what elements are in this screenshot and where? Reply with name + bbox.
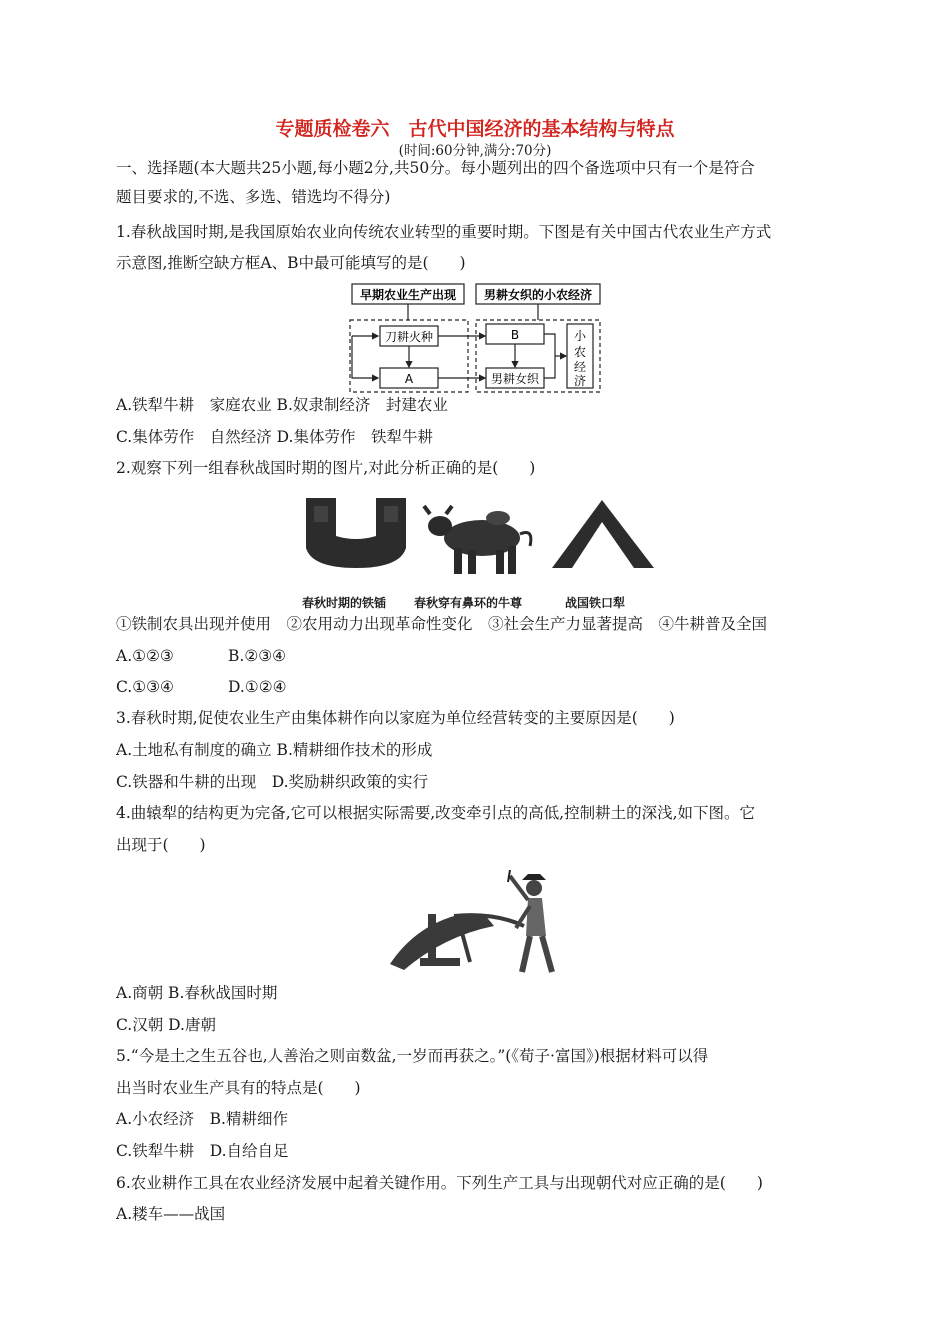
q5-options-line-1: A.小农经济 B.精耕细作 bbox=[116, 1110, 288, 1128]
page-subtitle: (时间:60分钟,满分:70分) bbox=[398, 143, 552, 159]
q4-stem-line-1: 4.曲辕犁的结构更为完备,它可以根据实际需要,改变牵引点的高低,控制耕土的深浅,如下图。它 bbox=[116, 804, 755, 822]
section-heading-2: 题目要求的,不选、多选、错选均不得分) bbox=[116, 188, 391, 206]
q2-statements: ①铁制农具出现并使用 ②农用动力出现革命性变化 ③社会生产力显著提高 ④牛耕普及全国 bbox=[116, 615, 768, 633]
q1-box-a-label: A bbox=[404, 372, 414, 386]
q2-caption-spade: 春秋时期的铁锸 bbox=[302, 596, 387, 610]
q1-stem-line-1: 1.春秋战国时期,是我国原始农业向传统农业转型的重要时期。下图是有关中国古代农业生产方式 bbox=[116, 223, 772, 241]
section-heading-1: 一、选择题(本大题共25小题,每小题2分,共50分。每小题列出的四个备选项中只有一个是符合 bbox=[116, 159, 755, 177]
q2-iron-spade-image bbox=[300, 492, 412, 572]
q2-caption-plow: 战国铁口犁 bbox=[565, 596, 626, 610]
q2-option-b: B.②③④ bbox=[228, 647, 287, 665]
q1-box-slash-burn-label: 刀耕火种 bbox=[384, 330, 434, 344]
q2-option-a: A.①②③ bbox=[116, 647, 174, 665]
page-title: 专题质检卷六 古代中国经济的基本结构与特点 bbox=[275, 118, 675, 140]
q1-stem-line-2: 示意图,推断空缺方框A、B中最可能填写的是( ) bbox=[116, 254, 466, 272]
q1-options-line-2: C.集体劳作 自然经济 D.集体劳作 铁犁牛耕 bbox=[116, 428, 433, 446]
q2-stem: 2.观察下列一组春秋战国时期的图片,对此分析正确的是( ) bbox=[116, 459, 536, 477]
q3-options-line-1: A.土地私有制度的确立 B.精耕细作技术的形成 bbox=[116, 741, 433, 759]
q1-flow-diagram bbox=[348, 282, 603, 394]
q6-option-a: A.耧车——战国 bbox=[116, 1205, 226, 1223]
q1-box-b-label: B bbox=[510, 328, 520, 342]
svg-text:农: 农 bbox=[573, 345, 587, 359]
q2-caption-ox: 春秋穿有鼻环的牛尊 bbox=[414, 596, 523, 610]
svg-text:济: 济 bbox=[573, 374, 587, 388]
q1-left-header: 早期农业生产出现 bbox=[359, 288, 457, 302]
q1-right-header: 男耕女织的小农经济 bbox=[483, 288, 593, 302]
q5-stem-line-2: 出当时农业生产具有的特点是( ) bbox=[116, 1079, 361, 1097]
q2-plowshare-image bbox=[548, 494, 658, 574]
q3-stem: 3.春秋时期,促使农业生产由集体耕作向以家庭为单位经营转变的主要原因是( ) bbox=[116, 709, 675, 727]
svg-text:经: 经 bbox=[573, 360, 587, 374]
q4-options-line-2: C.汉朝 D.唐朝 bbox=[116, 1016, 216, 1034]
q2-ox-zun-image bbox=[420, 500, 540, 580]
q5-options-line-2: C.铁犁牛耕 D.自给自足 bbox=[116, 1142, 289, 1160]
q2-option-c: C.①③④ bbox=[116, 678, 174, 696]
q1-box-farming-weaving-label: 男耕女织 bbox=[490, 372, 540, 386]
q6-stem: 6.农业耕作工具在农业经济发展中起着关键作用。下列生产工具与出现朝代对应正确的是( ) bbox=[116, 1174, 763, 1192]
q5-stem-line-1: 5.“今是土之生五谷也,人善治之则亩数盆,一岁而再获之。”(《荀子·富国》)根据材料可以得 bbox=[116, 1047, 709, 1065]
q4-options-line-1: A.商朝 B.春秋战国时期 bbox=[116, 984, 278, 1002]
q3-options-line-2: C.铁器和牛耕的出现 D.奖励耕织政策的实行 bbox=[116, 773, 429, 791]
q4-stem-line-2: 出现于( ) bbox=[116, 836, 206, 854]
q1-options-line-1: A.铁犁牛耕 家庭农业 B.奴隶制经济 封建农业 bbox=[116, 396, 448, 414]
q4-curved-plow-image bbox=[384, 866, 584, 978]
svg-text:小: 小 bbox=[573, 329, 587, 343]
q2-option-d: D.①②④ bbox=[228, 678, 287, 696]
